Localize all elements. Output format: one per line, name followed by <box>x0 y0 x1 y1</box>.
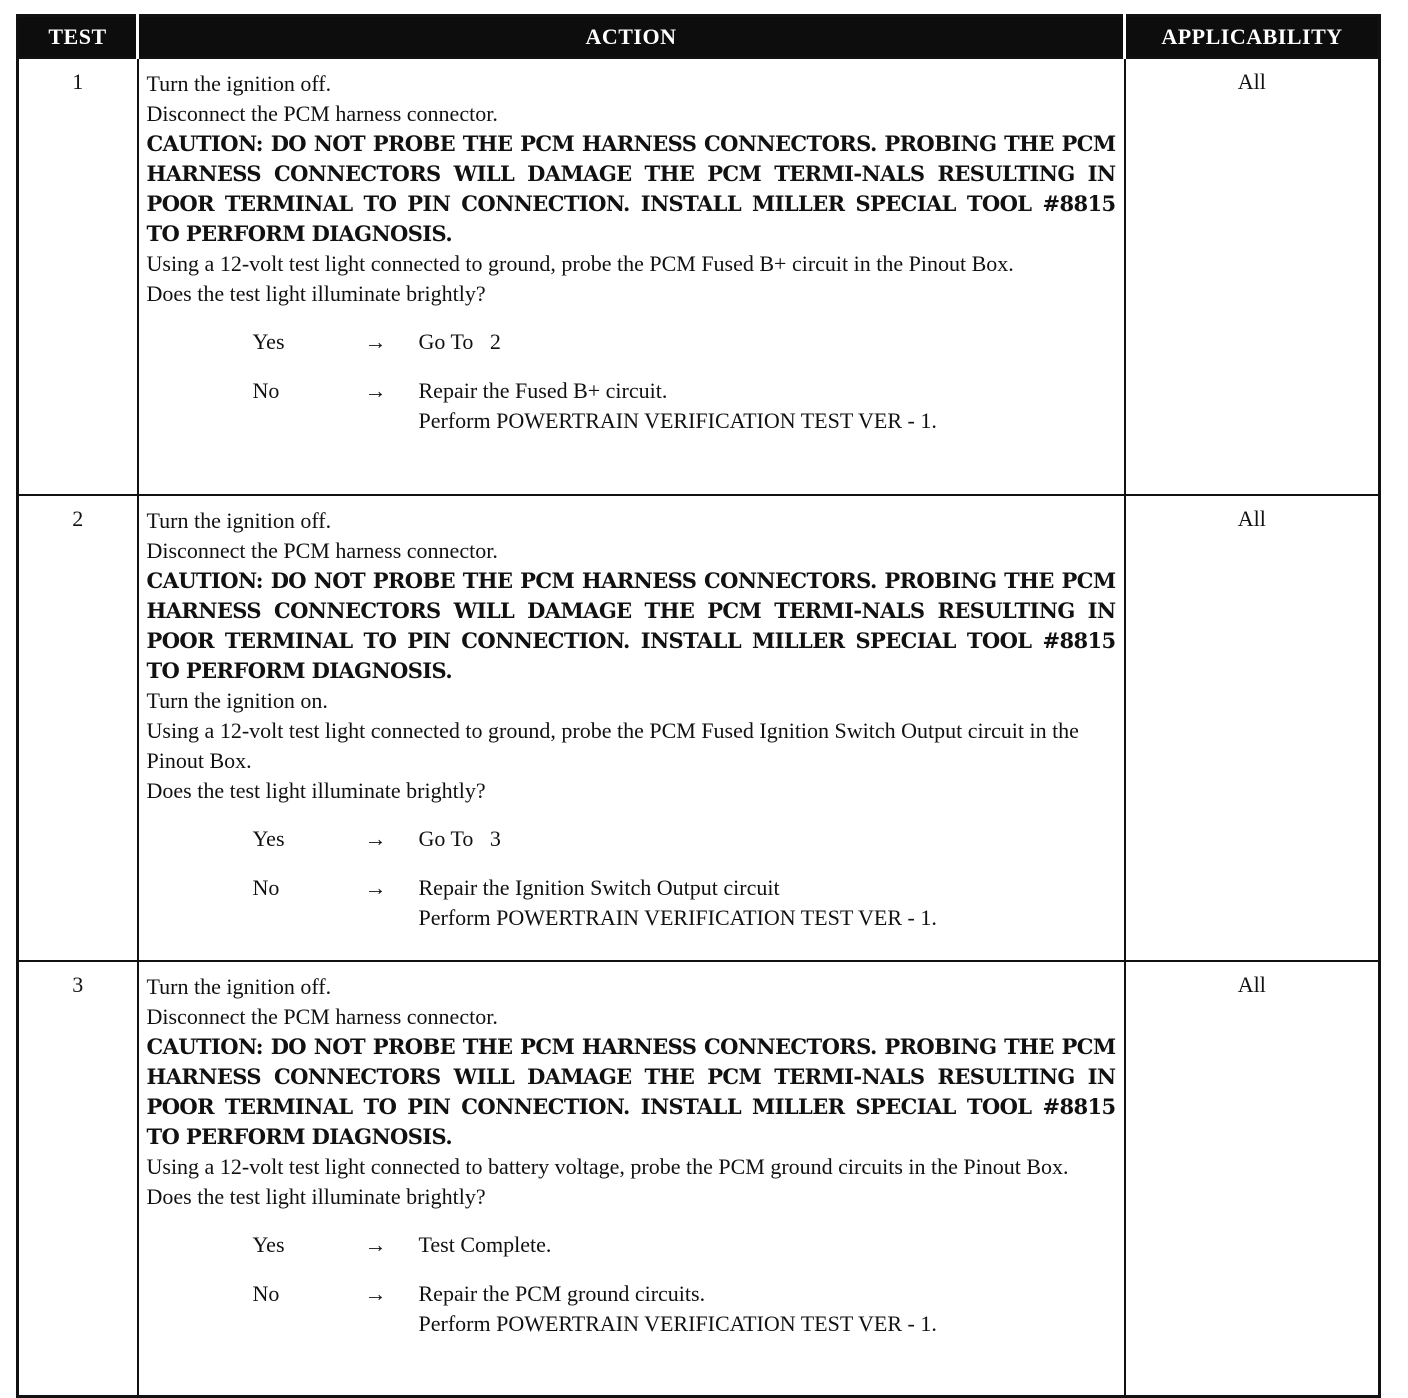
no-result <box>419 873 1116 933</box>
no-result-repair: Repair the Fused B+ circuit. <box>418 378 668 403</box>
diagnostic-procedure-page <box>16 14 1378 1352</box>
decision-branches <box>147 327 1116 436</box>
header-test: TEST <box>18 16 138 59</box>
table-header <box>18 16 1380 59</box>
action-question: Does the test light illuminate brightly? <box>146 281 486 306</box>
no-result-repair: Repair the PCM ground circuits. <box>418 1281 706 1306</box>
yes-branch <box>147 327 1116 357</box>
no-label: No <box>252 1281 280 1306</box>
action-step: Turn the ignition off. <box>146 974 332 999</box>
action-step: Disconnect the PCM harness connector. <box>146 538 498 563</box>
action-question: Does the test light illuminate brightly? <box>146 1184 486 1209</box>
caution-text: CAUTION: DO NOT PROBE THE PCM HARNESS CONNECTORS. PROBING THE PCM HARNESS CONNECTORS WILL DAMAGE THE PCM TERMI-NALS RESULTING IN POOR TERMINAL TO PIN CONNECTION. INSTALL MILLER SPECIAL TOOL #8815 TO PERFORM DIAGNOSIS. <box>146 1034 1116 1149</box>
header-applicability: APPLICABILITY <box>1125 16 1380 59</box>
action-step: Turn the ignition on. <box>146 688 328 713</box>
applicability-value: All <box>1125 961 1380 1397</box>
arrow-right-icon: → <box>364 329 387 354</box>
yes-result: Go To 2 <box>418 329 501 354</box>
action-step: Using a 12-volt test light connected to ground, probe the PCM Fused Ignition Switch Output circuit in the Pinout Box. <box>146 718 1079 773</box>
table-row-test-3 <box>18 961 1380 1397</box>
no-branch <box>147 1279 1116 1339</box>
yes-label: Yes <box>252 826 285 851</box>
yes-result: Test Complete. <box>418 1232 552 1257</box>
no-result <box>419 1279 1116 1339</box>
action-step: Using a 12-volt test light connected to ground, probe the PCM Fused B+ circuit in the Pinout Box. <box>146 251 1014 276</box>
yes-label: Yes <box>252 329 285 354</box>
arrow-right-icon: → <box>364 826 387 851</box>
arrow-right-icon: → <box>364 1281 387 1306</box>
yes-result: Go To 3 <box>418 826 501 851</box>
yes-branch <box>147 1230 1116 1260</box>
no-label: No <box>252 378 280 403</box>
diagnostic-test-table <box>16 14 1381 1398</box>
decision-branches <box>147 1230 1116 1339</box>
action-cell <box>138 961 1125 1397</box>
caution-text: CAUTION: DO NOT PROBE THE PCM HARNESS CONNECTORS. PROBING THE PCM HARNESS CONNECTORS WILL DAMAGE THE PCM TERMI-NALS RESULTING IN POOR TERMINAL TO PIN CONNECTION. INSTALL MILLER SPECIAL TOOL #8815 TO PERFORM DIAGNOSIS. <box>146 568 1116 683</box>
action-step: Turn the ignition off. <box>146 71 332 96</box>
no-label: No <box>252 875 280 900</box>
yes-label: Yes <box>252 1232 285 1257</box>
no-result-verify: Perform POWERTRAIN VERIFICATION TEST VER - 1. <box>418 1311 937 1336</box>
test-number: 2 <box>18 495 138 961</box>
no-branch <box>147 376 1116 436</box>
header-action: ACTION <box>138 16 1125 59</box>
action-step: Turn the ignition off. <box>146 508 332 533</box>
arrow-right-icon: → <box>364 378 387 403</box>
decision-branches <box>147 824 1116 933</box>
yes-branch <box>147 824 1116 854</box>
test-number: 3 <box>18 961 138 1397</box>
test-number: 1 <box>18 58 138 495</box>
action-step: Using a 12-volt test light connected to battery voltage, probe the PCM ground circuits in the Pinout Box. <box>146 1154 1069 1179</box>
action-cell <box>138 58 1125 495</box>
applicability-value: All <box>1125 495 1380 961</box>
action-step: Disconnect the PCM harness connector. <box>146 1004 498 1029</box>
no-result-repair: Repair the Ignition Switch Output circuit <box>418 875 780 900</box>
no-branch <box>147 873 1116 933</box>
arrow-right-icon: → <box>364 1232 387 1257</box>
no-result-verify: Perform POWERTRAIN VERIFICATION TEST VER - 1. <box>418 905 937 930</box>
arrow-right-icon: → <box>364 875 387 900</box>
caution-text: CAUTION: DO NOT PROBE THE PCM HARNESS CONNECTORS. PROBING THE PCM HARNESS CONNECTORS WILL DAMAGE THE PCM TERMI-NALS RESULTING IN POOR TERMINAL TO PIN CONNECTION. INSTALL MILLER SPECIAL TOOL #8815 TO PERFORM DIAGNOSIS. <box>146 131 1116 246</box>
no-result <box>419 376 1116 436</box>
table-row-test-2 <box>18 495 1380 961</box>
action-step: Disconnect the PCM harness connector. <box>146 101 498 126</box>
table-row-test-1 <box>18 58 1380 495</box>
action-question: Does the test light illuminate brightly? <box>146 778 486 803</box>
action-cell <box>138 495 1125 961</box>
no-result-verify: Perform POWERTRAIN VERIFICATION TEST VER - 1. <box>418 408 937 433</box>
applicability-value: All <box>1125 58 1380 495</box>
